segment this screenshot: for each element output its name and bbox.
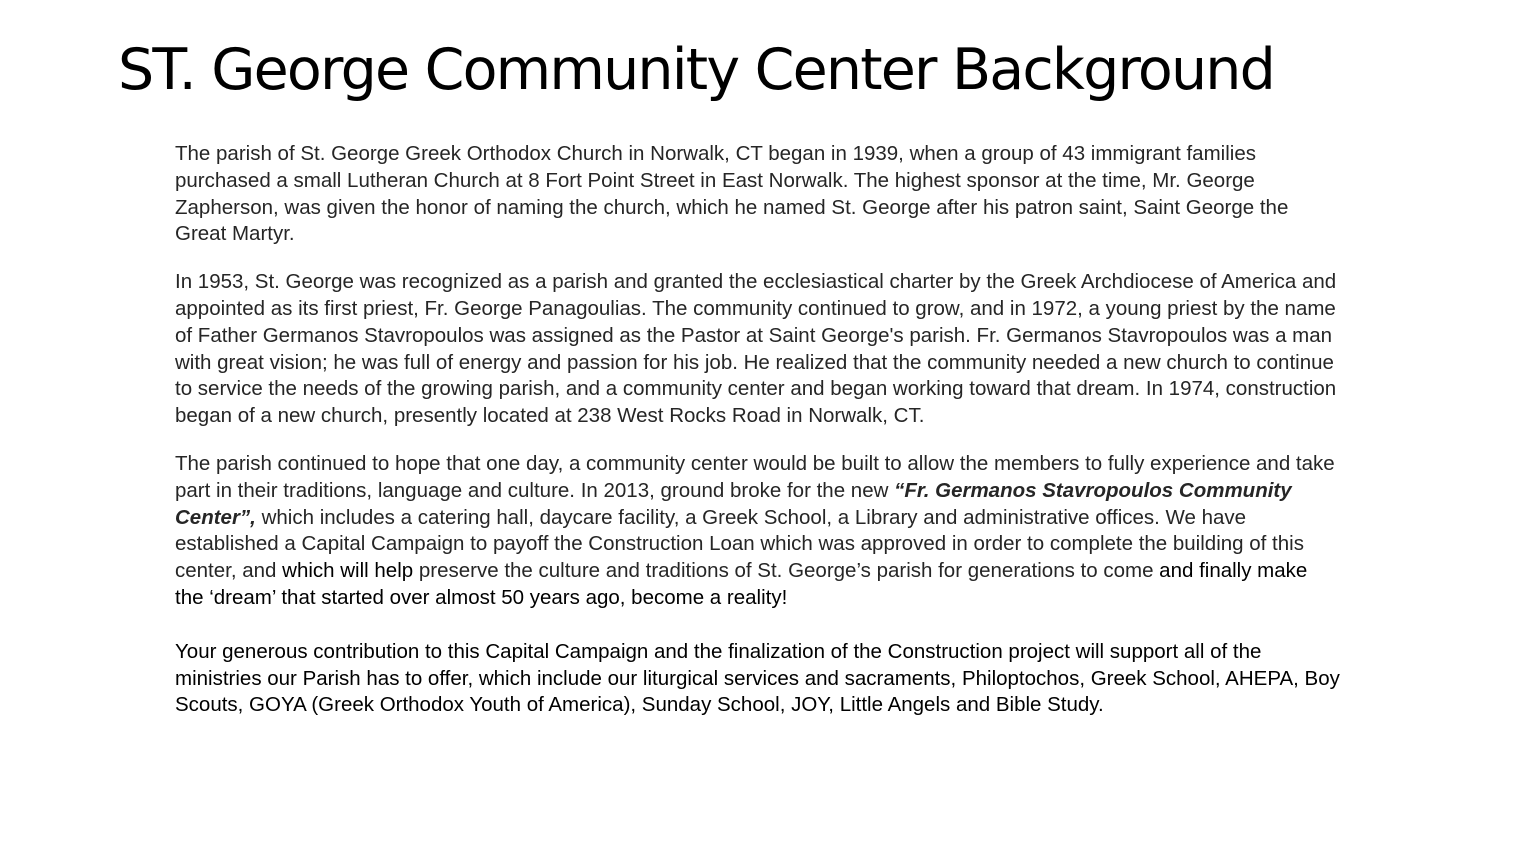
paragraph-parish-growth: In 1953, St. George was recognized as a parish and granted the ecclesiastical charter by the Greek Archdiocese of America and appointed as its first priest, Fr. George Panagoulias. The community continued to grow, and in 1972, a young priest by the name of Father Germanos Stavropoulos was assigned as the Pastor at Saint George's parish. Fr. Germanos Stavropoulos was a man with great vision; he was full of energy and passion for his job. He realized that the community needed a new church to continue to service the needs of the growing parish, and a community center and began working toward that dream. In 1974, construction began of a new church, presently located at 238 West Rocks Road in Norwalk, CT. bbox=[175, 270, 1337, 428]
paragraph-contribution: Your generous contribution to this Capital Campaign and the finalization of the Construction project will support all of the ministries our Parish has to offer, which include our liturgical services and sacraments, Philoptochos, Greek School, AHEPA, Boy Scouts, GOYA (Greek Orthodox Youth of America), Sunday School, JOY, Little Angels and Bible Study. bbox=[175, 639, 1340, 717]
community-center-text-4: preserve the culture and traditions of St. George’s parish for generations to come bbox=[413, 559, 1160, 583]
paragraph-history: The parish of St. George Greek Orthodox Church in Norwalk, CT began in 1939, when a group of 43 immigrant families purchased a small Lutheran Church at 8 Fort Point Street in East Norwalk. The highest sponsor at the time, Mr. George Zapherson, was given the honor of naming the church, which he named St. George after his patron saint, Saint George the Great Martyr. bbox=[175, 142, 1289, 246]
slide-body bbox=[175, 141, 1340, 740]
community-center-name: “Fr. Germanos Stavropoulos Community Center”, bbox=[175, 478, 1292, 529]
community-center-text-2: which includes a catering hall, daycare facility, a Greek School, a Library and administrative offices. We have established a Capital Campaign to payoff the Construction Loan which was approved in order to complete the building of this center, and bbox=[175, 505, 1304, 583]
community-center-text-5: and finally make the ‘dream’ that started over almost 50 years ago, become a reality! bbox=[175, 559, 1308, 609]
community-center-text-3: which will help bbox=[282, 559, 414, 583]
slide-title: ST. George Community Center Background bbox=[118, 37, 1275, 103]
community-center-text-1: The parish continued to hope that one day, a community center would be built to allow the members to fully experience and take part in their traditions, language and culture. In 2013, ground broke for the new bbox=[175, 451, 1335, 502]
paragraph-community-center bbox=[175, 451, 1340, 612]
